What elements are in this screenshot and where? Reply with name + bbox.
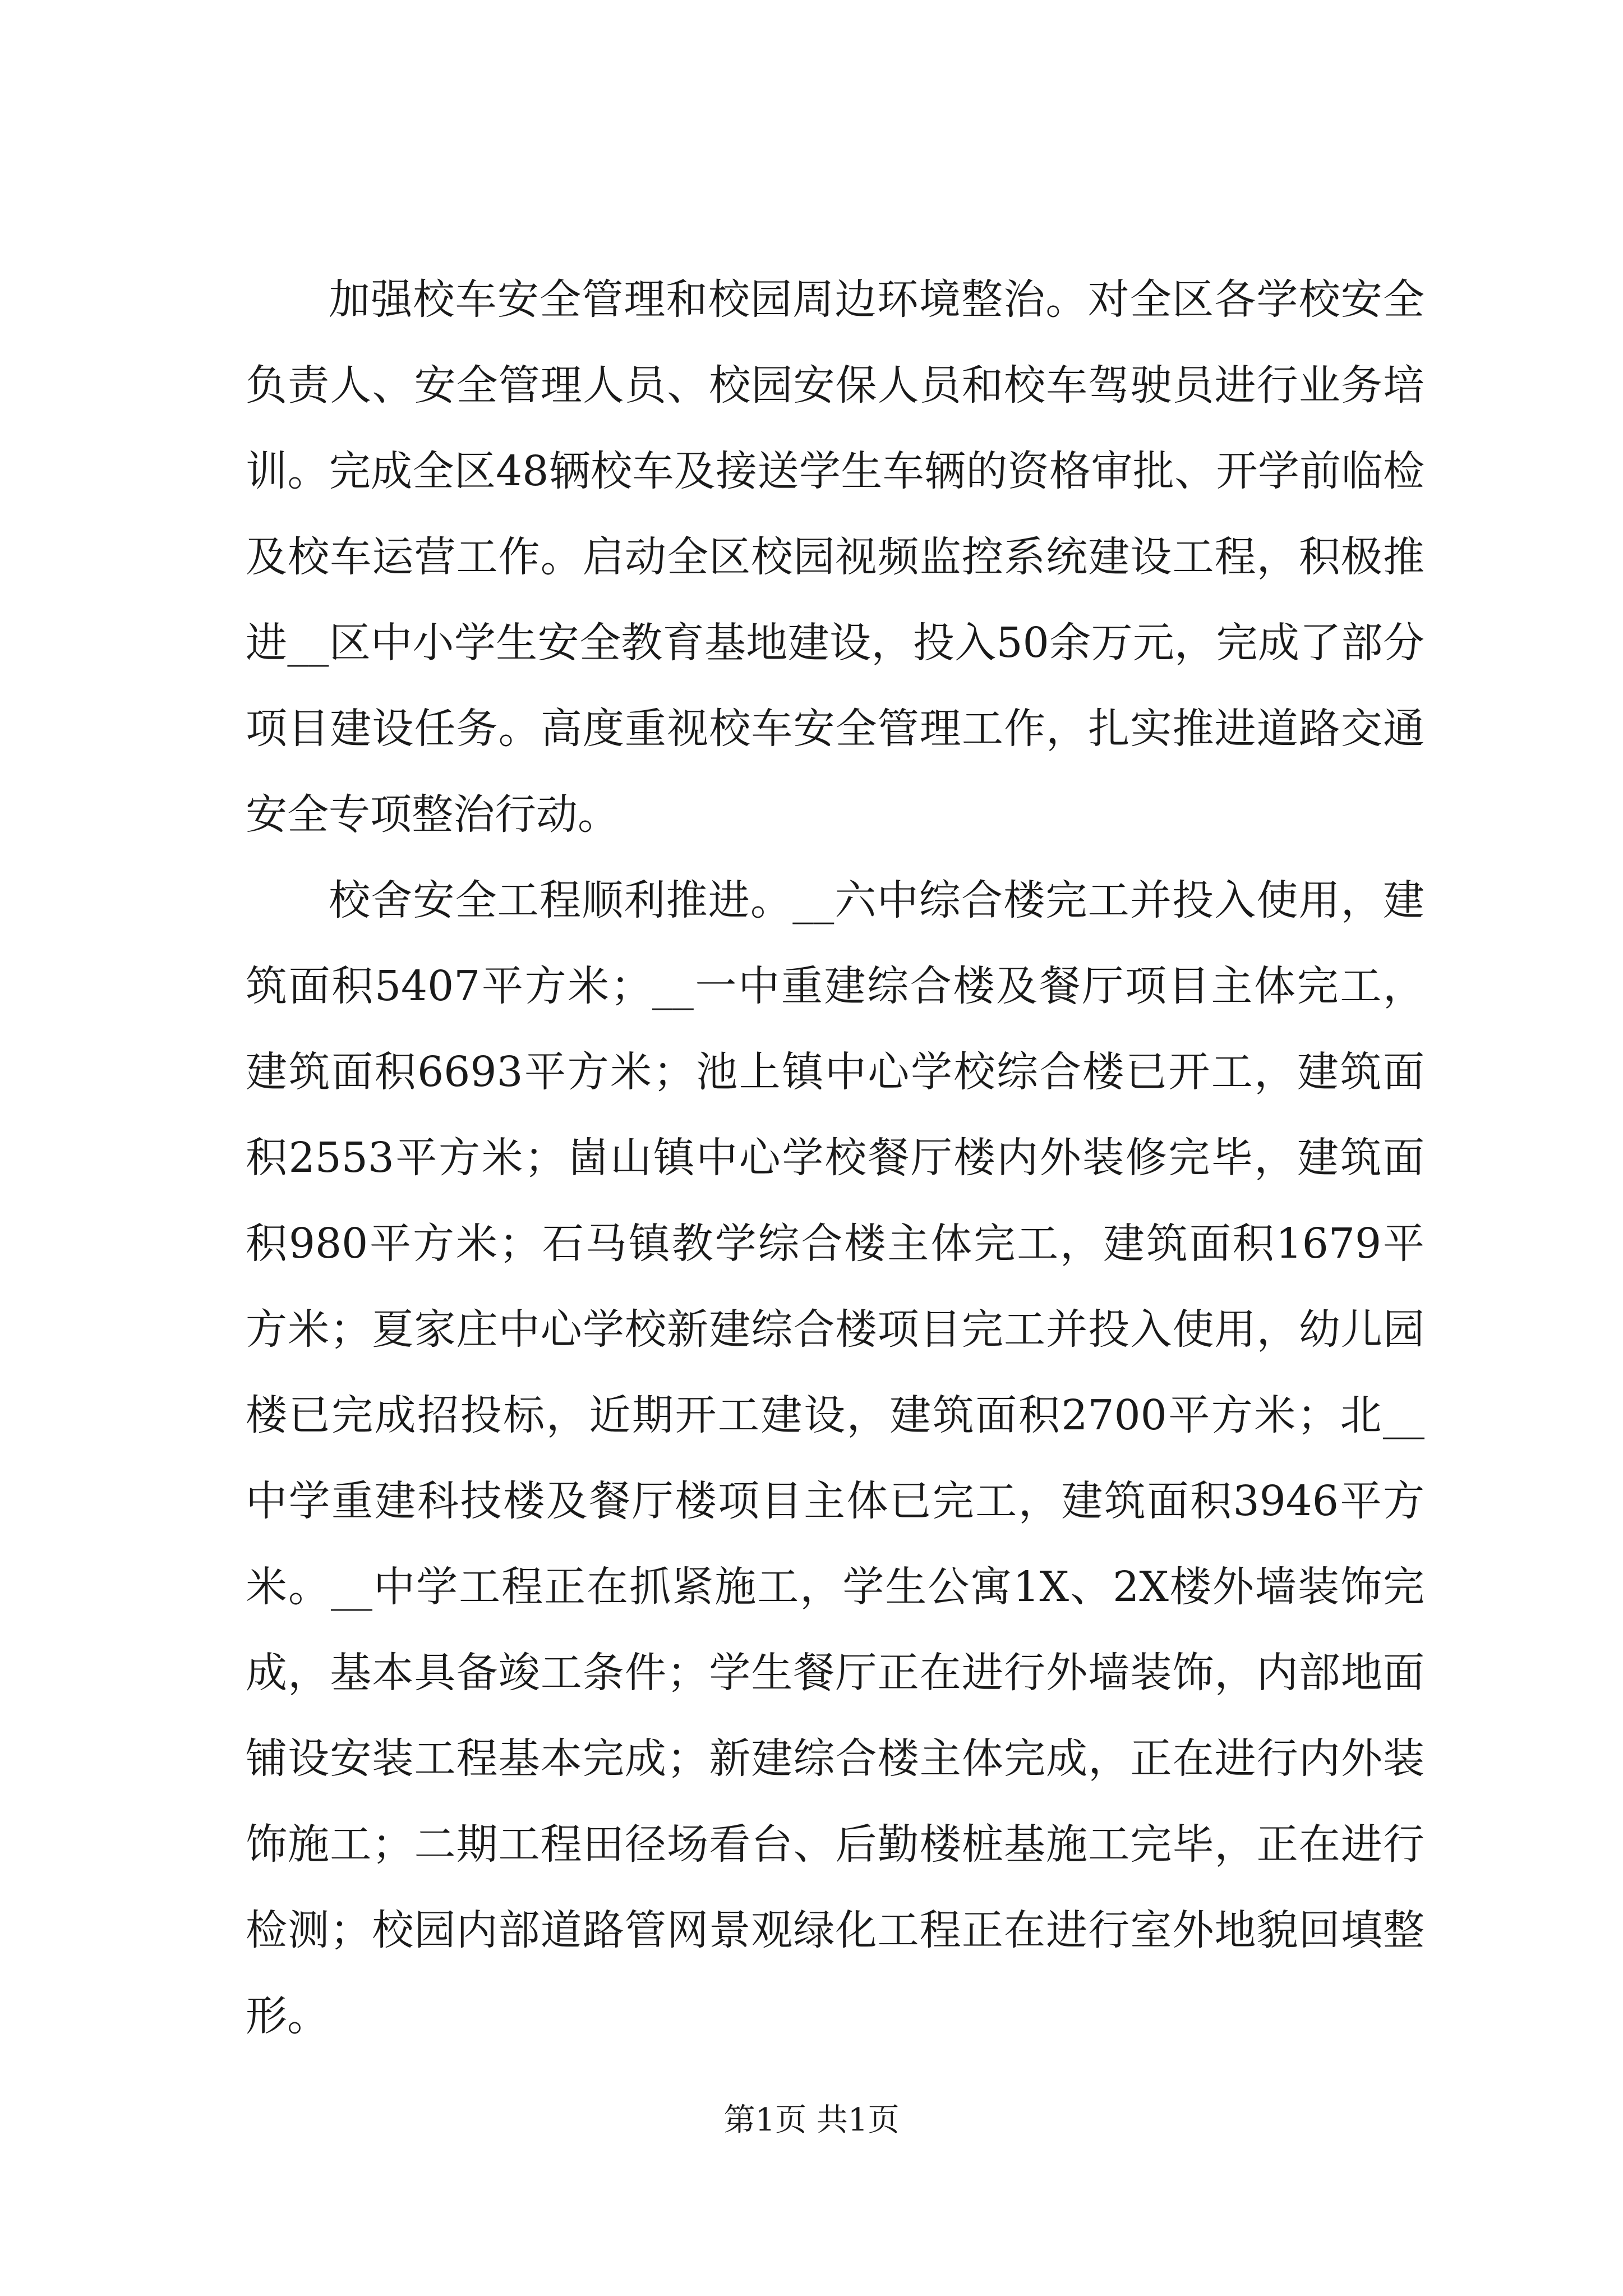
paragraph-school-building-safety: 校舍安全工程顺利推进。__六中综合楼完工并投入使用，建筑面积5407平方米；__一中重建综合楼及餐厅项目主体完工，建筑面积6693平方米；池上镇中心学校综合楼已开工，建筑面积2553平方米；崮山镇中心学校餐厅楼内外装修完毕，建筑面积980平方米；石马镇教学综合楼主体完工，建筑面积1679平方米；夏家庄中心学校新建综合楼项目完工并投入使用，幼儿园楼已完成招投标，近期开工建设，建筑面积2700平方米；北__中学重建科技楼及餐厅楼项目主体已完工，建筑面积3946平方米。__中学工程正在抓紧施工，学生公寓1X、2X楼外墙装饰完成，基本具备竣工条件；学生餐厅正在进行外墙装饰，内部地面铺设安装工程基本完成；新建综合楼主体完成，正在进行内外装饰施工；二期工程田径场看台、后勤楼桩基施工完毕，正在进行检测；校园内部道路管网景观绿化工程正在进行室外地貌回填整形。 (246, 876, 1424, 2040)
paragraph-school-bus-safety: 加强校车安全管理和校园周边环境整治。对全区各学校安全负责人、安全管理人员、校园安保人员和校车驾驶员进行业务培训。完成全区48辆校车及接送学生车辆的资格审批、开学前临检及校车运营工作。启动全区校园视频监控系统建设工程，积极推进__区中小学生安全教育基地建设，投入50余万元，完成了部分项目建设任务。高度重视校车安全管理工作，扎实推进道路交通安全专项整治行动。 (246, 275, 1424, 839)
page-footer: 第1页 共1页 (723, 2102, 900, 2138)
document-body (246, 257, 1424, 2059)
